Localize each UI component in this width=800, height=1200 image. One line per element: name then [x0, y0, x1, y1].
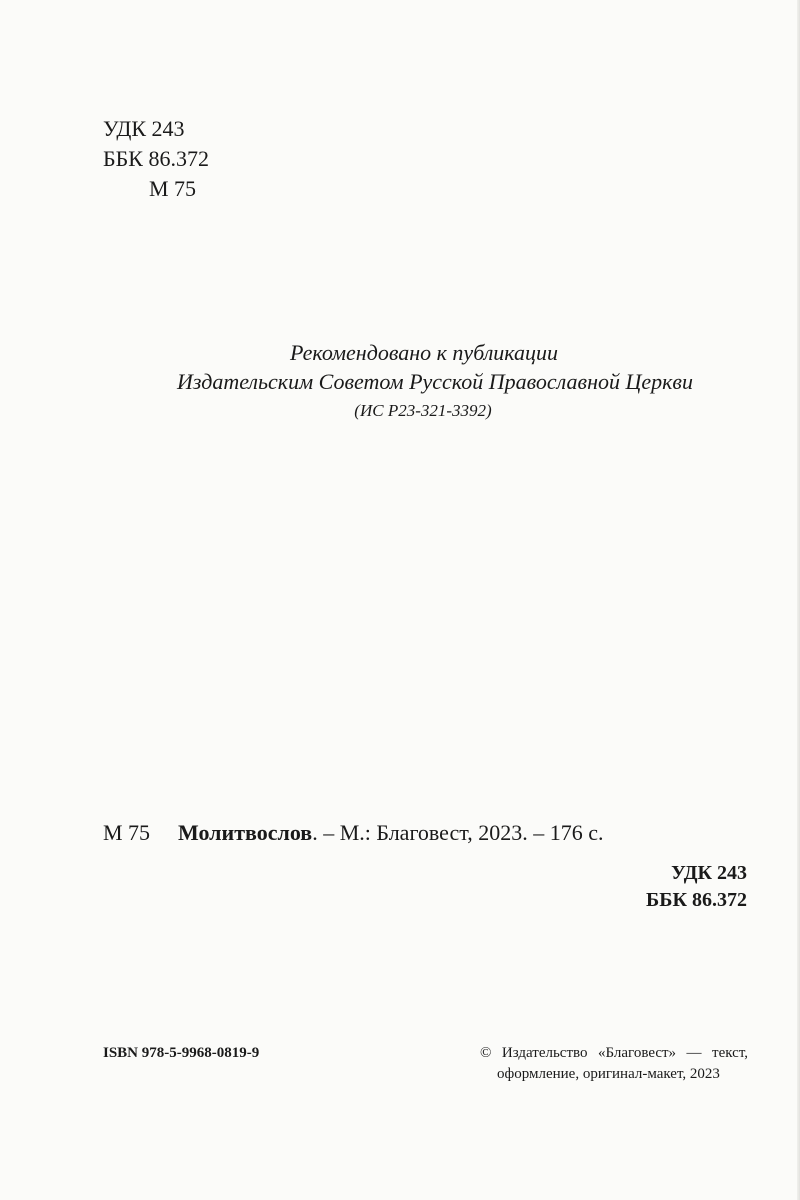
udk-code: УДК 243 — [103, 116, 185, 141]
approval-line-1: Рекомендовано к публикации — [289, 340, 559, 365]
approval-code: (ИС Р23-321-3392) — [354, 401, 492, 420]
copyright-line-2: оформление, оригинал-макет, 2023 — [497, 1066, 720, 1082]
approval-line-2: Издательским Советом Русской Православной Церкви — [177, 369, 693, 394]
approval-notice — [0, 338, 800, 425]
bibliographic-entry — [103, 818, 603, 848]
biblio-classification — [646, 860, 747, 914]
bbk-code: ББК 86.372 — [103, 146, 209, 171]
copyright-line-1: © Издательство «Благовест» — текст, — [480, 1045, 748, 1061]
biblio-title: Молитвослов — [178, 820, 313, 845]
classification-block — [103, 114, 209, 204]
biblio-details: . – М.: Благовест, 2023. – 176 с. — [312, 820, 604, 845]
biblio-udk: УДК 243 — [671, 862, 747, 884]
copyright-notice — [480, 1043, 748, 1085]
isbn-number: ISBN 978-5-9968-0819-9 — [103, 1045, 260, 1061]
biblio-bbk: ББК 86.372 — [646, 889, 747, 911]
author-mark: М 75 — [149, 176, 197, 201]
biblio-author-mark: М 75 — [103, 820, 151, 845]
